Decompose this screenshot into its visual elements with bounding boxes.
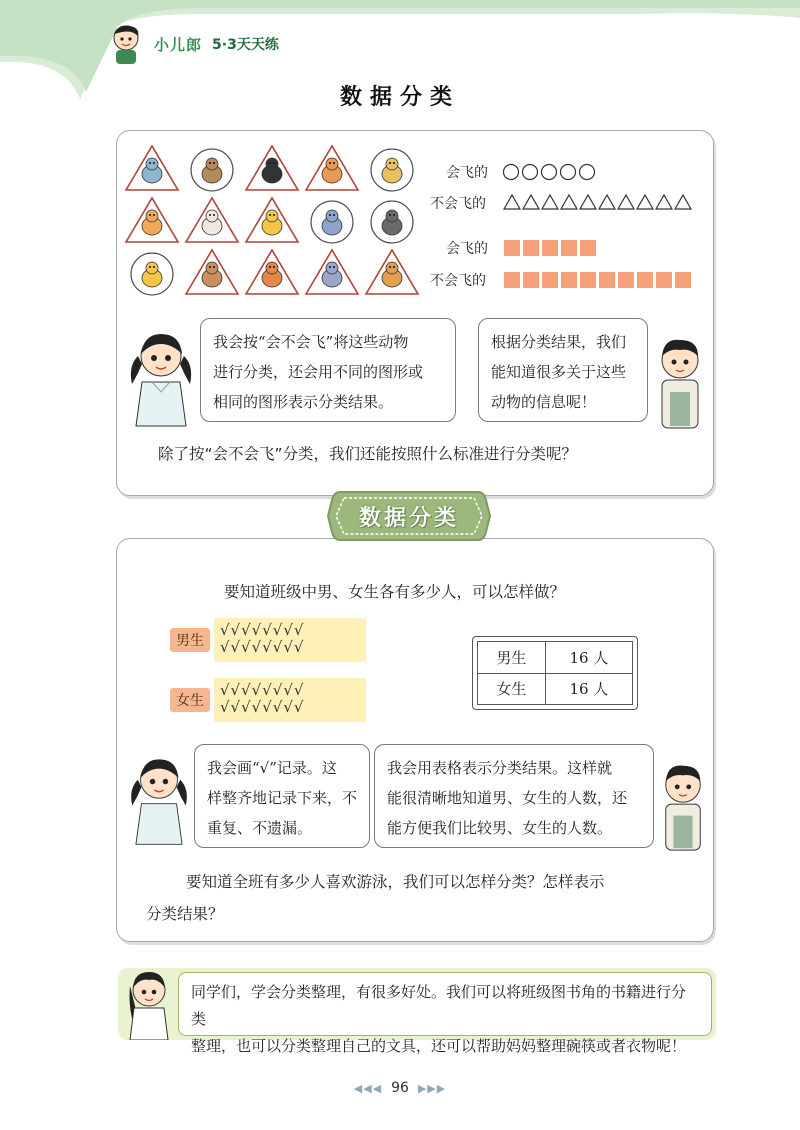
- girl-illustration: [126, 326, 196, 430]
- page-number: 96: [391, 1080, 409, 1096]
- table-cell-label: 男生: [478, 642, 546, 674]
- table-cell-value: 16 人: [545, 642, 632, 674]
- brand: [108, 22, 279, 66]
- boy-speech-bubble: [478, 318, 648, 422]
- bar-square: [542, 272, 558, 288]
- bubble-line: 相同的图形表示分类结果。: [213, 393, 394, 411]
- boy-speech-bubble: [374, 744, 654, 848]
- tip-line: 同学们，学会分类整理，有很多好处。我们可以将班级图书角的书籍进行分类: [191, 983, 687, 1028]
- bubble-line: 能很清晰地知道男、女生的人数，还: [387, 789, 628, 807]
- circle-symbol: [580, 165, 595, 180]
- animal-butterfly-icon: [311, 201, 353, 243]
- teacher-girl-illustration: [124, 966, 174, 1040]
- animal-hen-icon: [131, 253, 173, 295]
- circle-symbol: [504, 165, 519, 180]
- animal-chick-icon: [246, 198, 298, 242]
- bar-square: [580, 240, 596, 256]
- bubble-line: 我会按“会不会飞”将这些动物: [213, 333, 409, 351]
- bar-square: [599, 272, 615, 288]
- tally-row: √√√√√√√√: [220, 621, 305, 639]
- triangle-symbol: [542, 195, 558, 209]
- bar-square: [580, 272, 596, 288]
- animal-fish-icon: [126, 198, 178, 242]
- animal-shark-icon: [126, 146, 178, 190]
- tally-row: √√√√√√√√: [220, 638, 305, 656]
- question-text: 除了按“会不会飞”分类，我们还能按照什么标准进行分类呢？: [158, 445, 578, 463]
- animal-grid: [124, 144, 424, 300]
- bubble-line: 我会画“√”记录。这: [207, 759, 337, 777]
- bubble-line: 我会用表格表示分类结果。这样就: [387, 759, 613, 777]
- section-badge-title: 数据分类: [358, 505, 459, 531]
- count-table: [472, 636, 638, 710]
- page-footer: [0, 1080, 800, 1096]
- boy-illustration: [656, 760, 710, 852]
- animal-squirrel-icon: [186, 250, 238, 294]
- brand-name: 小儿郎: [154, 35, 203, 54]
- tip-text-box: [178, 972, 712, 1055]
- bar-square: [656, 272, 672, 288]
- nonflying-triangle-label: 不会飞的: [430, 196, 486, 212]
- triangle-symbol-row: [502, 192, 712, 212]
- bubble-line: 根据分类结果，我们: [491, 333, 627, 351]
- question-text: 要知道班级中男、女生各有多少人，可以怎样做？: [224, 583, 566, 601]
- bar-square: [542, 240, 558, 256]
- boy-illustration: [652, 334, 708, 430]
- circle-symbol: [523, 165, 538, 180]
- circle-symbol-row: [502, 162, 612, 182]
- triangle-symbol: [599, 195, 615, 209]
- triangle-symbol: [523, 195, 539, 209]
- animal-owl-icon: [371, 201, 413, 243]
- animal-monkey-icon: [306, 146, 358, 190]
- boys-label: 男生: [170, 628, 210, 652]
- bubble-line: 重复、不遗漏。: [207, 819, 313, 837]
- bar-square: [523, 240, 539, 256]
- bar-square: [637, 272, 653, 288]
- bar-square: [523, 272, 539, 288]
- question-text-continued: 分类结果？: [146, 905, 224, 923]
- girls-tally: [214, 678, 366, 722]
- brand-series: 5·3天天练: [212, 37, 279, 53]
- question-text: 要知道全班有多少人喜欢游泳，我们可以怎样分类？怎样表示: [186, 873, 605, 891]
- bubble-line: 能方便我们比较男、女生的人数。: [387, 819, 613, 837]
- circle-symbol: [561, 165, 576, 180]
- nonflying-bar-label: 不会飞的: [430, 273, 486, 289]
- flying-circle-label: 会飞的: [446, 165, 488, 181]
- animal-rabbit-icon: [186, 198, 238, 242]
- animal-bee-icon: [371, 149, 413, 191]
- boys-tally: [214, 618, 366, 662]
- bar-square: [618, 272, 634, 288]
- page-title: 数据分类: [339, 85, 460, 110]
- bar-square: [504, 272, 520, 288]
- animal-panda-icon: [246, 146, 298, 190]
- next-arrows-icon: ▶▶▶: [417, 1082, 447, 1095]
- bar-square: [675, 272, 691, 288]
- table-row: [478, 642, 633, 674]
- girl-speech-bubble: [200, 318, 456, 422]
- girl-speech-bubble: [194, 744, 370, 848]
- table-cell-label: 女生: [478, 673, 546, 705]
- girls-label: 女生: [170, 688, 210, 712]
- triangle-symbol: [618, 195, 634, 209]
- girl-illustration: [126, 752, 192, 848]
- flying-bar-row: [504, 238, 614, 258]
- circle-symbol: [542, 165, 557, 180]
- table-cell-value: 16 人: [545, 673, 632, 705]
- nonflying-bar-row: [504, 270, 714, 290]
- mascot-icon: [108, 22, 144, 66]
- tip-line: 整理，也可以分类整理自己的文具，还可以帮助妈妈整理碗筷或者衣物呢！: [191, 1037, 687, 1055]
- triangle-symbol: [580, 195, 596, 209]
- triangle-symbol: [504, 195, 520, 209]
- prev-arrows-icon: ◀◀◀: [353, 1082, 383, 1095]
- bubble-line: 样整齐地记录下来，不: [207, 789, 358, 807]
- animal-bird-icon: [191, 149, 233, 191]
- animal-fox-icon: [246, 250, 298, 294]
- tally-row: √√√√√√√√: [220, 681, 305, 699]
- triangle-symbol: [637, 195, 653, 209]
- bubble-line: 动物的信息呢！: [491, 393, 597, 411]
- tally-row: √√√√√√√√: [220, 698, 305, 716]
- triangle-symbol: [675, 195, 691, 209]
- bubble-line: 能知道很多关于这些: [491, 363, 627, 381]
- bar-square: [561, 272, 577, 288]
- triangle-symbol: [656, 195, 672, 209]
- animal-dog-icon: [366, 250, 418, 294]
- bar-square: [504, 240, 520, 256]
- bubble-line: 进行分类，还会用不同的图形或: [213, 363, 424, 381]
- bar-square: [561, 240, 577, 256]
- triangle-symbol: [561, 195, 577, 209]
- table-row: [478, 673, 633, 705]
- flying-bar-label: 会飞的: [446, 241, 488, 257]
- animal-mouse-icon: [306, 250, 358, 294]
